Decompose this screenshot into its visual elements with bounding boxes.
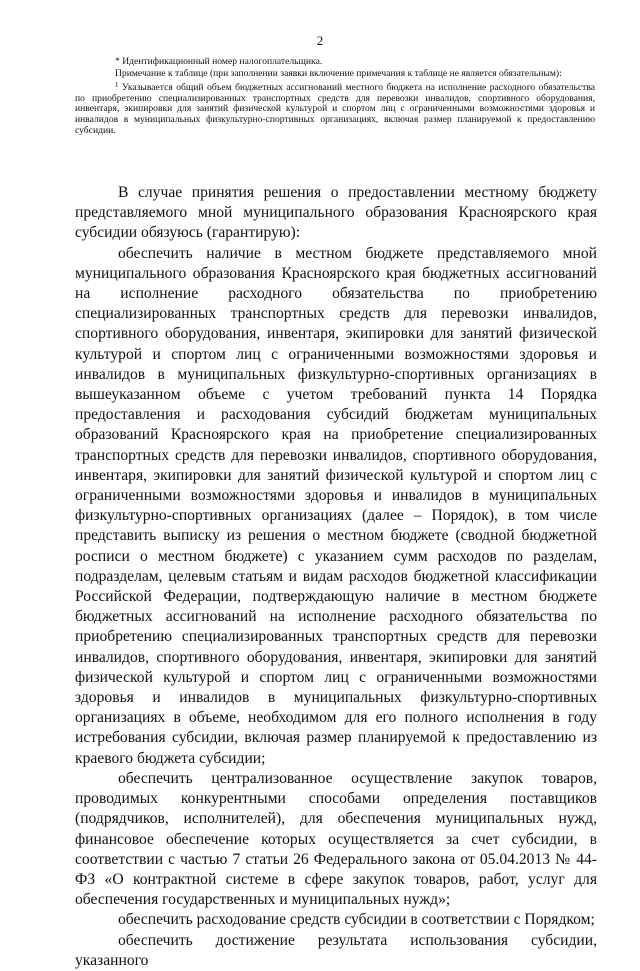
paragraph-obligation-budget: обеспечить наличие в местном бюджете представляемого мной муниципального образования Красноярского края бюджетных ассигнований на исполнение расходного обязательства по приобретению специализированных транспортных средств для перевозки инвалидов, спортивного оборудования, инвентаря, экипировки для занятий физической культурой и спортом лиц с ограниченными возможностями здоровья и инвалидов в муниципальных физкультурно-спортивных организациях в вышеуказанном объеме с учетом требований пункта 14 Порядка предоставления и расходования субсидий бюджетам муниципальных образований Красноярского края на приобретение специализированных транспортных средств для перевозки инвалидов, спортивного оборудования, инвентаря, экипировки для занятий физической культурой и спортом лиц с ограниченными возможностями здоровья и инвалидов в муниципальных физкультурно-спортивных организациях (далее – Порядок), в том числе представить выписку из решения о местном бюджете (сводной бюджетной росписи о местном бюджете) с указанием сумм расходов по разделам, подразделам, целевым статьям и видам расходов бюджетной классификации Российской Федерации, подтверждающую наличие в местном бюджете бюджетных ассигнований на исполнение расходного обязательства по приобретению специализированных транспортных средств для перевозки инвалидов, спортивного оборудования, инвентаря, экипировки для занятий физической культурой и спортом лиц с ограниченными возможностями здоровья и инвалидов в муниципальных физкультурно-спортивных организациях в объеме, необходимом для его полного исполнения в году истребования субсидии, включая размер планируемой к предоставлению из краевого бюджета субсидии; xyxy=(75,244,597,767)
footnote-text: * Идентификационный номер налогоплательщика. xyxy=(115,56,323,67)
footnotes-block xyxy=(75,57,595,136)
footnote-text: Примечание к таблице (при заполнении заявки включение примечания к таблице не является обязательным): xyxy=(115,67,562,79)
paragraph-intro: В случае принятия решения о предоставлении местному бюджету представляемого мной муниципального образования Красноярского края субсидии обязуюсь (гарантирую): xyxy=(75,184,597,242)
page-number: 2 xyxy=(316,33,324,48)
paragraph-obligation-result: обеспечить достижение результата использования субсидии, указанного xyxy=(75,931,597,969)
paragraph-obligation-procurement: обеспечить централизованное осуществление закупок товаров, проводимых конкурентными способами определения поставщиков (подрядчиков, исполнителей), для обеспечения муниципальных нужд, финансовое обеспечение которых осуществляется за счет субсидии, в соответствии с частью 7 статьи 26 Федерального закона от 05.04.2013 № 44-ФЗ «О контрактной системе в сфере закупок товаров, работ, услуг для обеспечения государственных и муниципальных нужд»; xyxy=(75,769,597,909)
footnote-1 xyxy=(75,80,595,136)
footnote-text: Указывается общий объем бюджетных ассигнований местного бюджета на исполнение расходного обязательства по приобретению специализированных транспортных средств для перевозки инвалидов, спортивного оборудования, инвентаря, экипировки для занятий физической культурой и спортом лиц с ограниченными возможностями здоровья и инвалидов в муниципальных физкультурно-спортивных организациях, включая размер планируемой к предоставлению субсидии. xyxy=(75,82,595,136)
footnote-marker: 1 xyxy=(115,81,119,90)
document-body xyxy=(75,183,597,971)
footnote-inn xyxy=(75,57,595,68)
table-note-caption xyxy=(75,69,595,80)
paragraph-obligation-spending: обеспечить расходование средств субсидии в соответствии с Порядком; xyxy=(118,911,595,929)
